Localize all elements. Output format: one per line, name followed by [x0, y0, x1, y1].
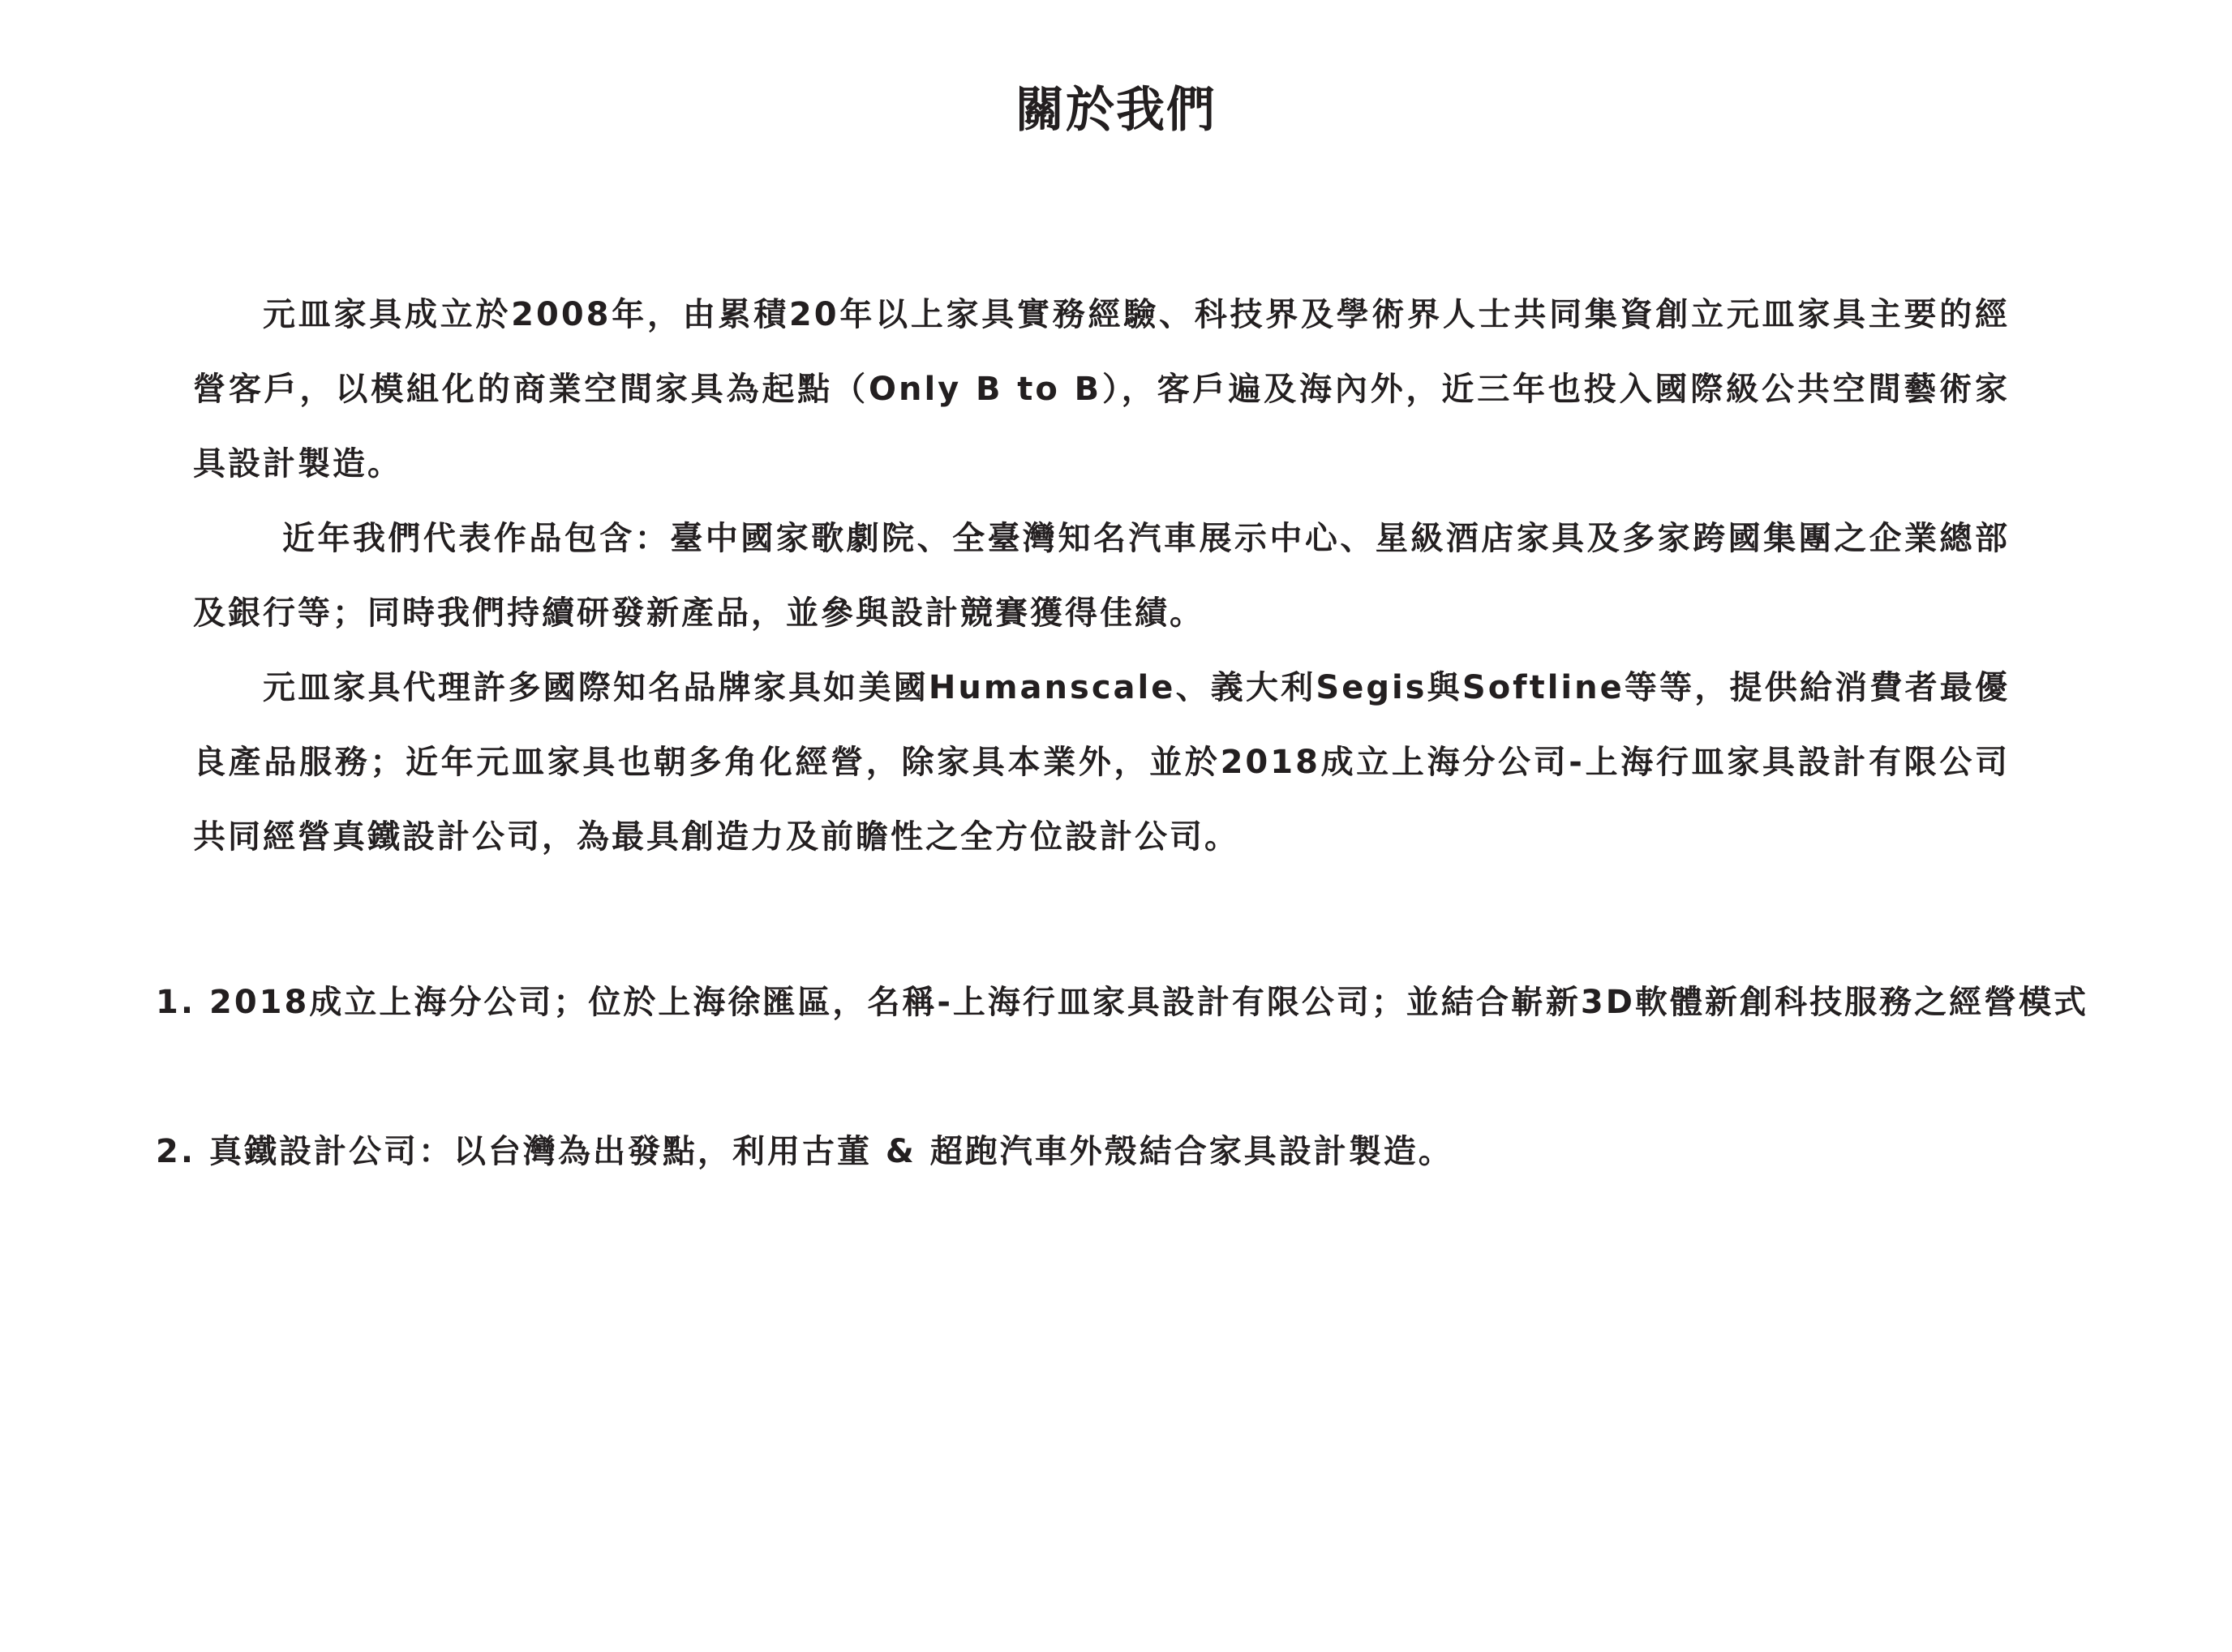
- intro-paragraph-brands: 元皿家具代理許多國際知名品牌家具如美國Humanscale、義大利Segis與Softline等等，提供給消費者最優良產品服務；近年元皿家具也朝多角化經營，除家具本業外，並於2018成立上海分公司-上海行皿家具設計有限公司共同經營真鐵設計公司，為最具創造力及前瞻性之全方位設計公司。: [193, 669, 2010, 856]
- list-item-text: 2018成立上海分公司；位於上海徐匯區，名稱-上海行皿家具設計有限公司；並結合嶄新3D軟體新創科技服務之經營模式: [209, 984, 2088, 1021]
- intro-paragraph-works: 近年我們代表作品包含：臺中國家歌劇院、全臺灣知名汽車展示中心、星級酒店家具及多家跨國集團之企業總部及銀行等；同時我們持續研發新產品，並參與設計競賽獲得佳績。: [193, 520, 2010, 632]
- list-item: [156, 1129, 2135, 1174]
- page-title: 關於我們: [1015, 82, 1217, 139]
- milestone-list: [156, 980, 2135, 1278]
- intro-section: [193, 277, 2010, 874]
- list-item-number: 2.: [156, 1133, 196, 1170]
- list-item: [156, 980, 2135, 1025]
- list-item-number: 1.: [156, 984, 196, 1021]
- list-item-text: 真鐵設計公司：以台灣為出發點，利用古董 & 超跑汽車外殼結合家具設計製造。: [209, 1133, 1453, 1170]
- intro-paragraph-company: 元皿家具成立於2008年，由累積20年以上家具實務經驗、科技界及學術界人士共同集資創立元皿家具主要的經營客戶，以模組化的商業空間家具為起點（Only B to B），客戶遍及海內外，近三年也投入國際級公共空間藝術家具設計製造。: [193, 296, 2010, 483]
